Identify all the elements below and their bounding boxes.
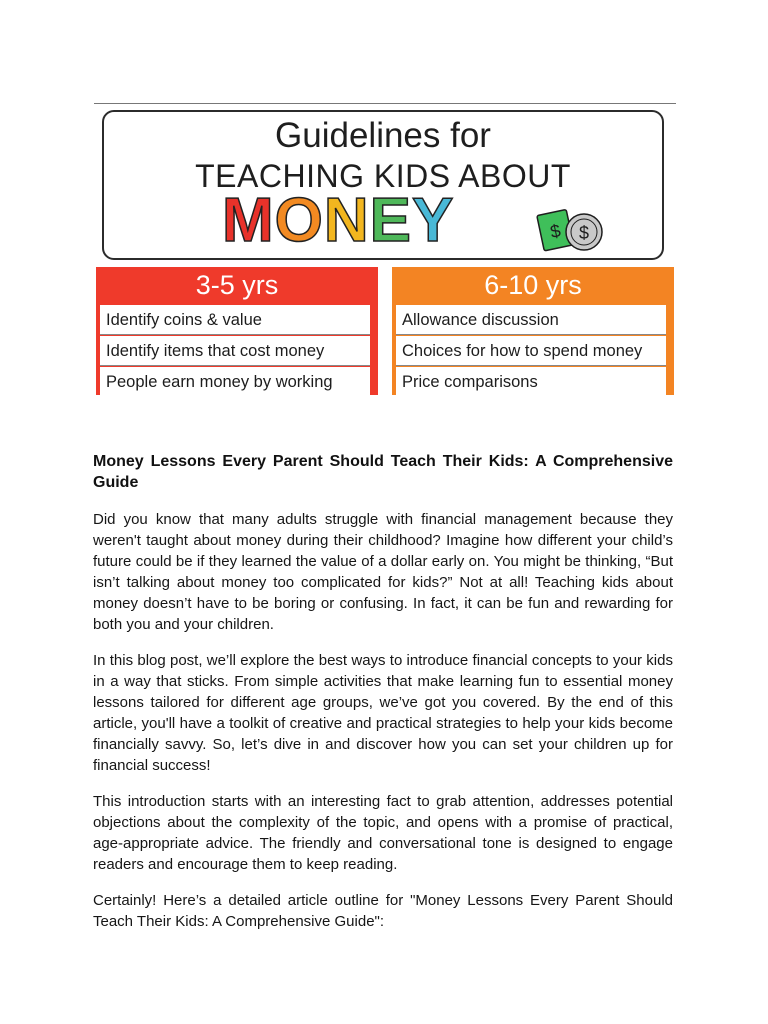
money-letter: N — [323, 186, 370, 255]
age-column-6-10 — [392, 267, 674, 395]
guideline-item: Identify coins & value — [100, 305, 370, 335]
money-letter: M — [222, 186, 275, 255]
money-letter: E — [369, 186, 413, 255]
guideline-item: People earn money by working — [100, 367, 370, 395]
guideline-item: Identify items that cost money — [100, 336, 370, 366]
title-box — [102, 110, 664, 260]
guideline-item: Price comparisons — [396, 367, 666, 395]
guideline-item: Allowance discussion — [396, 305, 666, 335]
money-word — [222, 186, 455, 255]
svg-text:$: $ — [578, 223, 590, 243]
article-paragraph: Did you know that many adults struggle with financial management because they weren't taught about money during their childhood? Imagine how different your child’s future could be if they learned the value of a dollar early on. You might be thinking, “But isn’t talking about money too complicated for kids?” Not at all! Teaching kids about money doesn’t have to be boring or confusing. In fact, it can be fun and rewarding for both you and your children. — [93, 511, 673, 633]
article-paragraph: Certainly! Here’s a detailed article outline for "Money Lessons Every Parent Should Teach Their Kids: A Comprehensive Guide": — [93, 892, 673, 930]
title-line2: TEACHING KIDS ABOUT — [195, 158, 571, 194]
age-column-heading: 6-10 yrs — [484, 270, 582, 300]
article-body — [93, 451, 673, 947]
article-paragraph: In this blog post, we’ll explore the best ways to introduce financial concepts to your kids in a way that sticks. From simple activities that make learning fun to essential money lessons tailored for different age groups, we’ve got you covered. By the end of this article, you'll have a toolkit of creative and practical strategies to help your kids become financially savvy. So, let’s dive in and discover how you can set your children up for financial success! — [93, 652, 673, 774]
infographic-image — [96, 108, 674, 396]
money-letter: Y — [412, 186, 455, 255]
age-column-heading: 3-5 yrs — [195, 270, 279, 300]
title-line1: Guidelines for — [275, 116, 491, 155]
article-paragraph: This introduction starts with an interesting fact to grab attention, addresses potential objections about the complexity of the topic, and opens with a promise of practical, age-appropriate advice. The friendly and conversational tone is designed to engage readers and encourage them to keep reading. — [93, 793, 673, 873]
svg-text:$: $ — [548, 220, 563, 242]
top-divider — [94, 103, 676, 104]
dollar-bill-and-coin-icon — [536, 204, 606, 254]
age-column-3-5 — [96, 267, 378, 395]
money-letter: O — [274, 186, 324, 255]
guideline-item: Choices for how to spend money — [396, 336, 666, 366]
article-heading: Money Lessons Every Parent Should Teach Their Kids: A Comprehensive Guide — [93, 453, 673, 491]
